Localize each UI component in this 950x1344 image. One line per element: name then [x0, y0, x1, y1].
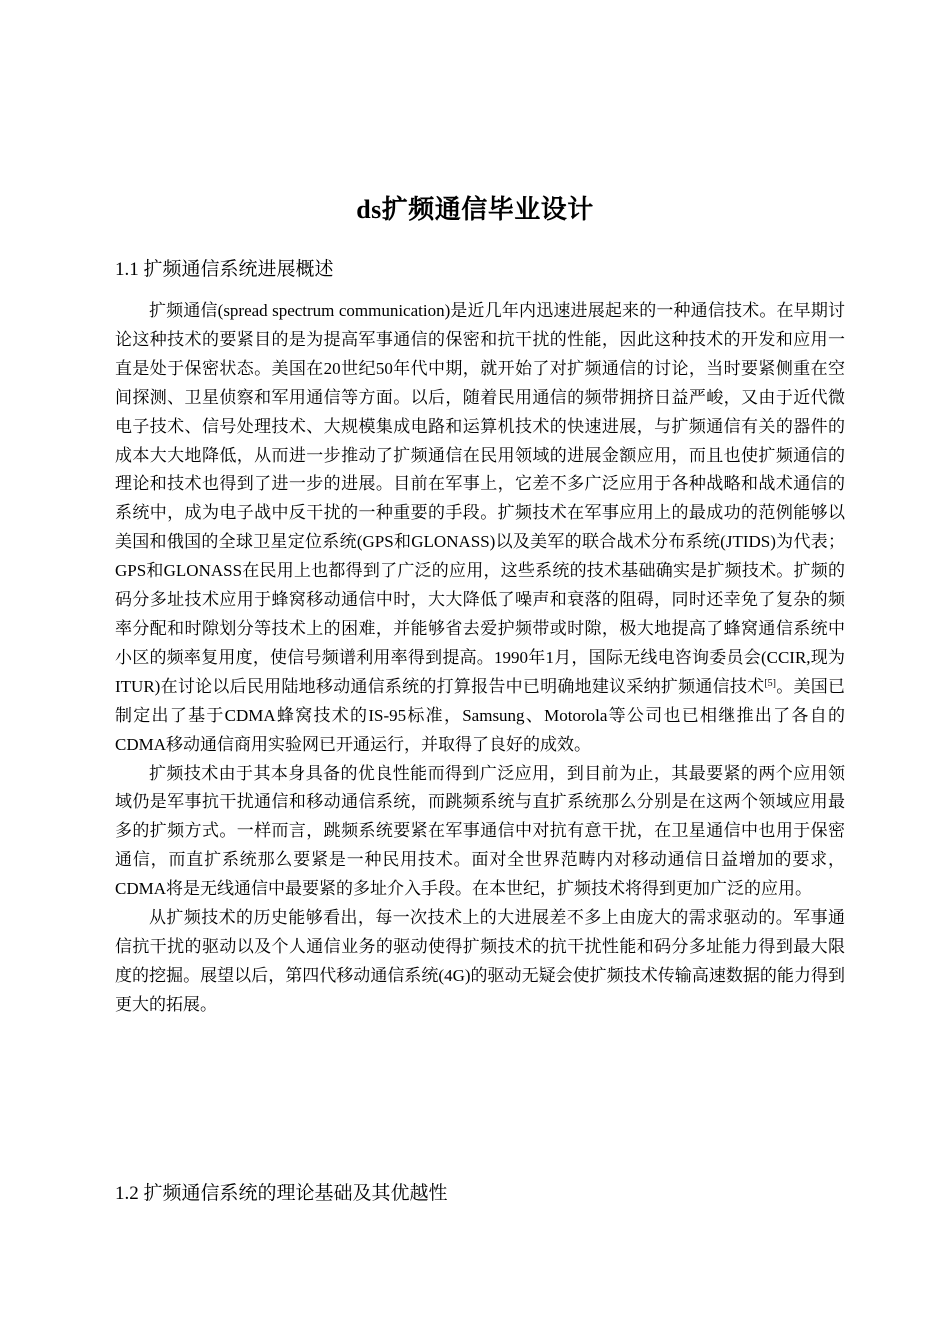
section-heading-1-2: 1.2 扩频通信系统的理论基础及其优越性 [115, 1183, 448, 1204]
paragraph-1 [115, 297, 845, 760]
paragraph-3: 从扩频技术的历史能够看出，每一次技术上的大进展差不多上由庞大的需求驱动的。军事通信抗干扰的驱动以及个人通信业务的驱动使得扩频技术的抗干扰性能和码分多址能力得到最大限度的挖掘。展望以后，第四代移动通信系统(4G)的驱动无疑会使扩频技术传输高速数据的能力得到更大的拓展。 [115, 908, 845, 1014]
paragraph-1-text-b: 。美国已制定出了基于CDMA蜂窝技术的IS-95标准，Samsung、Motorola等公司也已相继推出了各自的CDMA移动通信商用实验网已开通运行，并取得了良好的成效。 [115, 676, 845, 754]
reference-marker: [5] [764, 677, 776, 689]
document-title: ds扩频通信毕业设计 [356, 195, 594, 224]
section-heading-1-1: 1.1 扩频通信系统进展概述 [115, 259, 334, 280]
paragraph-2: 扩频技术由于其本身具备的优良性能而得到广泛应用，到目前为止，其最要紧的两个应用领域仍是军事抗干扰通信和移动通信系统，而跳频系统与直扩系统那么分别是在这两个领域应用最多的扩频方式。一样而言，跳频系统要紧在军事通信中对抗有意干扰，在卫星通信中也用于保密通信，而直扩系统那么要紧是一种民用技术。面对全世界范畴内对移动通信日益增加的要求，CDMA将是无线通信中最要紧的多址介入手段。在本世纪，扩频技术将得到更加广泛的应用。 [115, 763, 845, 899]
section-1-1-body [115, 297, 845, 1020]
paragraph-1-text-a: 扩频通信(spread spectrum communication)是近几年内迅速进展起来的一种通信技术。在早期讨论这种技术的要紧目的是为提高军事通信的保密和抗干扰的性能，因此这种技术的开发和应用一直是处于保密状态。美国在20世纪50年代中期，就开始了对扩频通信的讨论，当时要紧侧重在空间探测、卫星侦察和军用通信等方面。以后，随着民用通信的频带拥挤日益严峻，又由于近代微电子技术、信号处理技术、大规模集成电路和运算机技术的快速进展，与扩频通信有关的器件的成本大大地降低，从而进一步推动了扩频通信在民用领域的进展金额应用，而且也使扩频通信的理论和技术也得到了进一步的进展。目前在军事上，它差不多广泛应用于各种战略和战术通信的系统中，成为电子战中反干扰的一种重要的手段。扩频技术在军事应用上的最成功的范例能够以美国和俄国的全球卫星定位系统(GPS和GLONASS)以及美军的联合战术分布系统(JTIDS)为代表；GPS和GLONASS在民用上也都得到了广泛的应用，这些系统的技术基础确实是扩频技术。扩频的码分多址技术应用于蜂窝移动通信中时，大大降低了噪声和衰落的阻碍，同时还幸免了复杂的频率分配和时隙划分等技术上的困难，并能够省去爱护频带或时隙，极大地提高了蜂窝通信系统中小区的频率复用度，使信号频谱利用率得到提高。1990年1月，国际无线电咨询委员会(CCIR,现为ITUR)在讨论以后民用陆地移动通信系统的打算报告中已明确地建议采纳扩频通信技术 [115, 301, 845, 696]
